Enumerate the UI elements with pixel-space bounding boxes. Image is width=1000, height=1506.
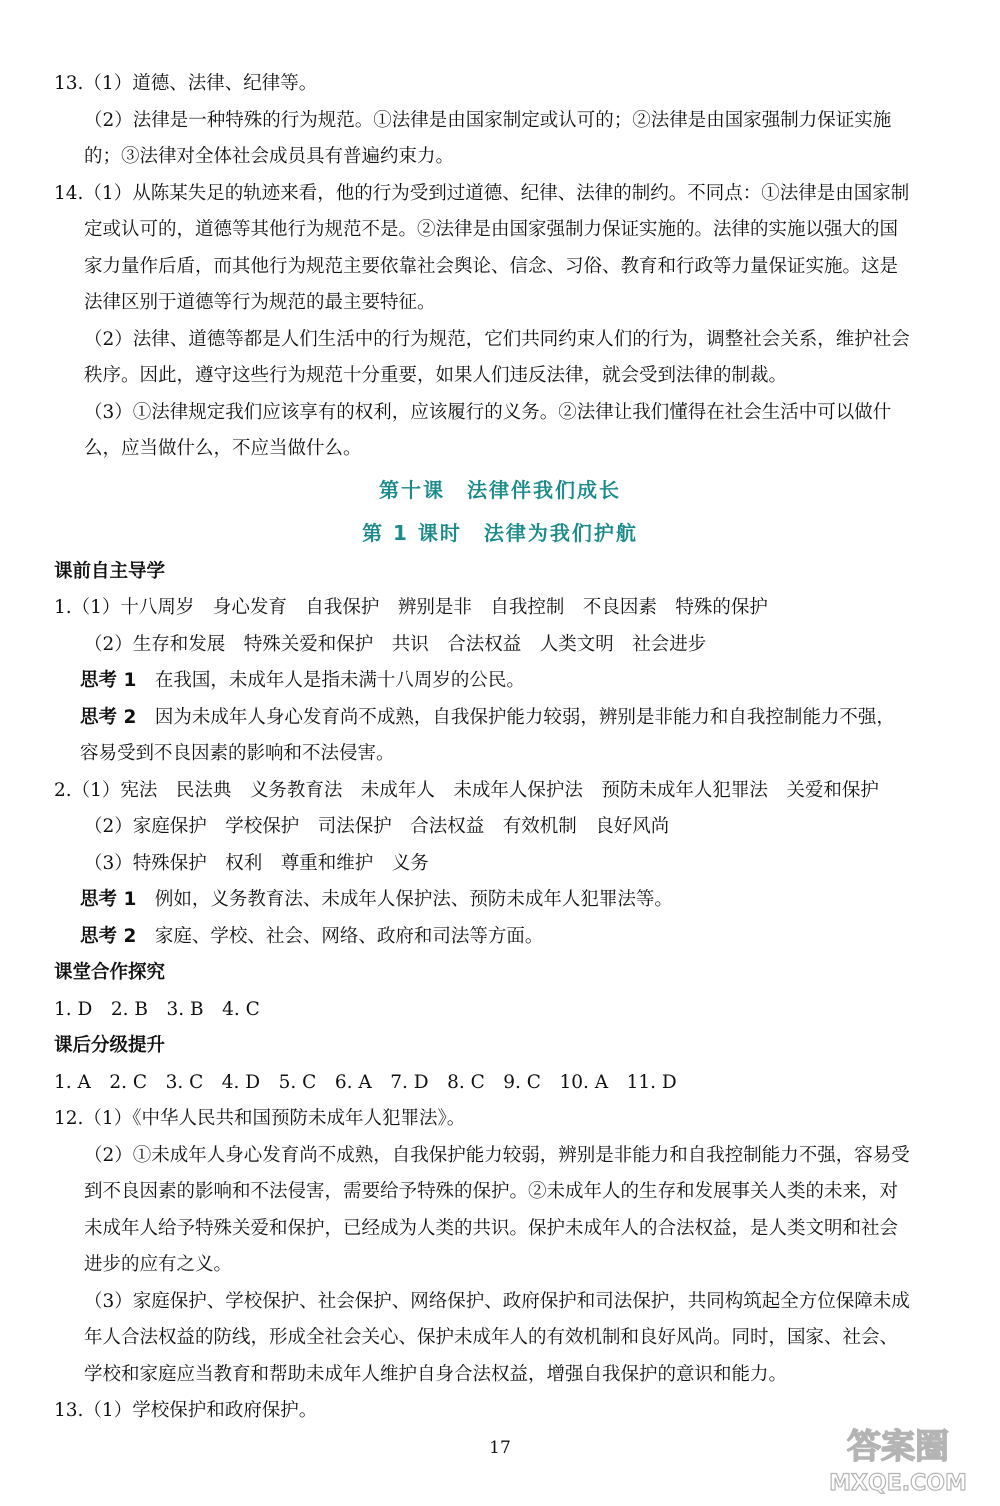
- text-line: 2.（1）宪法 民法典 义务教育法 未成年人 未成年人保护法 预防未成年人犯罪法 关爱和保护: [54, 779, 879, 801]
- think-answer: 例如，义务教育法、未成年人保护法、预防未成年人犯罪法等。: [136, 889, 673, 910]
- think-label: 思考 1: [80, 889, 137, 910]
- text-line: 到不良因素的影响和不法侵害，需要给予特殊的保护。②未成年人的生存和发展事关人类的未来，对: [84, 1181, 899, 1202]
- text-line: 13.（1）学校保护和政府保护。: [54, 1400, 318, 1421]
- text-line: 学校和家庭应当教育和帮助未成年人维护自身合法权益，增强自我保护的意识和能力。: [84, 1363, 788, 1385]
- text-line: 秩序。因此，遵守这些行为规范十分重要，如果人们违反法律，就会受到法律的制裁。: [84, 365, 788, 386]
- text-line: [0, 663, 1000, 700]
- think-label: 思考 1: [80, 670, 137, 691]
- text-line: （3）①法律规定我们应该享有的权利，应该履行的义务。②法律让我们懂得在社会生活中可以做什: [84, 401, 892, 423]
- text-line: 14.（1）从陈某失足的轨迹来看，他的行为受到过道德、纪律、法律的制约。不同点：①法律是由国家制: [54, 182, 910, 204]
- text-line: （2）生存和发展 特殊关爱和保护 共识 合法权益 人类文明 社会进步: [84, 633, 707, 655]
- section-heading: 课后分级提升: [54, 1035, 166, 1056]
- text-line: [0, 919, 1000, 956]
- text-line: [0, 700, 1000, 737]
- text-line: 1. D 2. B 3. B 4. C: [54, 998, 260, 1020]
- text-line: 1. A 2. C 3. C 4. D 5. C 6. A 7. D 8. C 9. C 10. A 11. D: [54, 1071, 677, 1093]
- section-heading: 课堂合作探究: [54, 962, 166, 983]
- text-line: 容易受到不良因素的影响和不法侵害。: [80, 743, 395, 764]
- text-line: 12.（1）《中华人民共和国预防未成年人犯罪法》。: [54, 1108, 466, 1129]
- text-line: （3）家庭保护、学校保护、社会保护、网络保护、政府保护和司法保护，共同构筑起全方位保障未成: [84, 1290, 910, 1312]
- text-line: 年人合法权益的防线，形成全社会关心、保护未成年人的有效机制和良好风尚。同时，国家、社会、: [84, 1327, 899, 1348]
- watermark-logo: [822, 1420, 974, 1496]
- text-line: 1.（1）十八周岁 身心发育 自我保护 辨别是非 自我控制 不良因素 特殊的保护: [54, 597, 768, 618]
- text-line: （3）特殊保护 权利 尊重和维护 义务: [84, 852, 429, 874]
- text-line: 13.（1）道德、法律、纪律等。: [54, 73, 318, 94]
- text-line: 进步的应有之义。: [84, 1254, 233, 1275]
- think-answer: 因为未成年人身心发育尚不成熟，自我保护能力较弱，辨别是非能力和自我控制能力不强，: [136, 706, 895, 728]
- think-answer: 在我国，未成年人是指未满十八周岁的公民。: [136, 670, 525, 691]
- text-line: 未成年人给予特殊关爱和保护，已经成为人类的共识。保护未成年人的合法权益，是人类文明和社会: [84, 1217, 899, 1239]
- page-content: [0, 66, 1000, 1430]
- think-label: 思考 2: [80, 706, 137, 728]
- chapter-title: 第十课 法律伴我们成长: [379, 477, 621, 502]
- think-answer: 家庭、学校、社会、网络、政府和司法等方面。: [136, 925, 544, 947]
- lesson-title: 第 1 课时 法律为我们护航: [362, 520, 638, 545]
- text-line: 么，应当做什么，不应当做什么。: [84, 438, 362, 459]
- answer-block-lesson-9: [0, 66, 1000, 468]
- text-line: （2）法律、道德等都是人们生活中的行为规范，它们共同约束人们的行为，调整社会关系，维护社会: [84, 328, 910, 350]
- think-label: 思考 2: [80, 925, 137, 947]
- text-line: 法律区别于道德等行为规范的最主要特征。: [84, 292, 436, 313]
- text-line: 定或认可的，道德等其他行为规范不是。②法律是由国家强制力保证实施的。法律的实施以强大的国: [84, 219, 899, 240]
- text-line: [0, 882, 1000, 919]
- answer-block-lesson-10: [0, 554, 1000, 1430]
- text-line: 家力量作后盾，而其他行为规范主要依靠社会舆论、信念、习俗、教育和行政等力量保证实施。这是: [84, 255, 899, 277]
- watermark-top-text: 答案圈: [847, 1427, 949, 1467]
- text-line: （2）①未成年人身心发育尚不成熟，自我保护能力较弱，辨别是非能力和自我控制能力不强，容易受: [84, 1144, 910, 1166]
- section-heading: 课前自主导学: [54, 560, 166, 582]
- text-line: （2）法律是一种特殊的行为规范。①法律是由国家制定或认可的；②法律是由国家强制力保证实施: [84, 109, 892, 131]
- text-line: 的；③法律对全体社会成员具有普遍约束力。: [84, 146, 455, 167]
- watermark-bottom-text: MXQE.COM: [829, 1471, 967, 1496]
- page-number: 17: [489, 1438, 511, 1458]
- text-line: （2）家庭保护 学校保护 司法保护 合法权益 有效机制 良好风尚: [84, 816, 670, 837]
